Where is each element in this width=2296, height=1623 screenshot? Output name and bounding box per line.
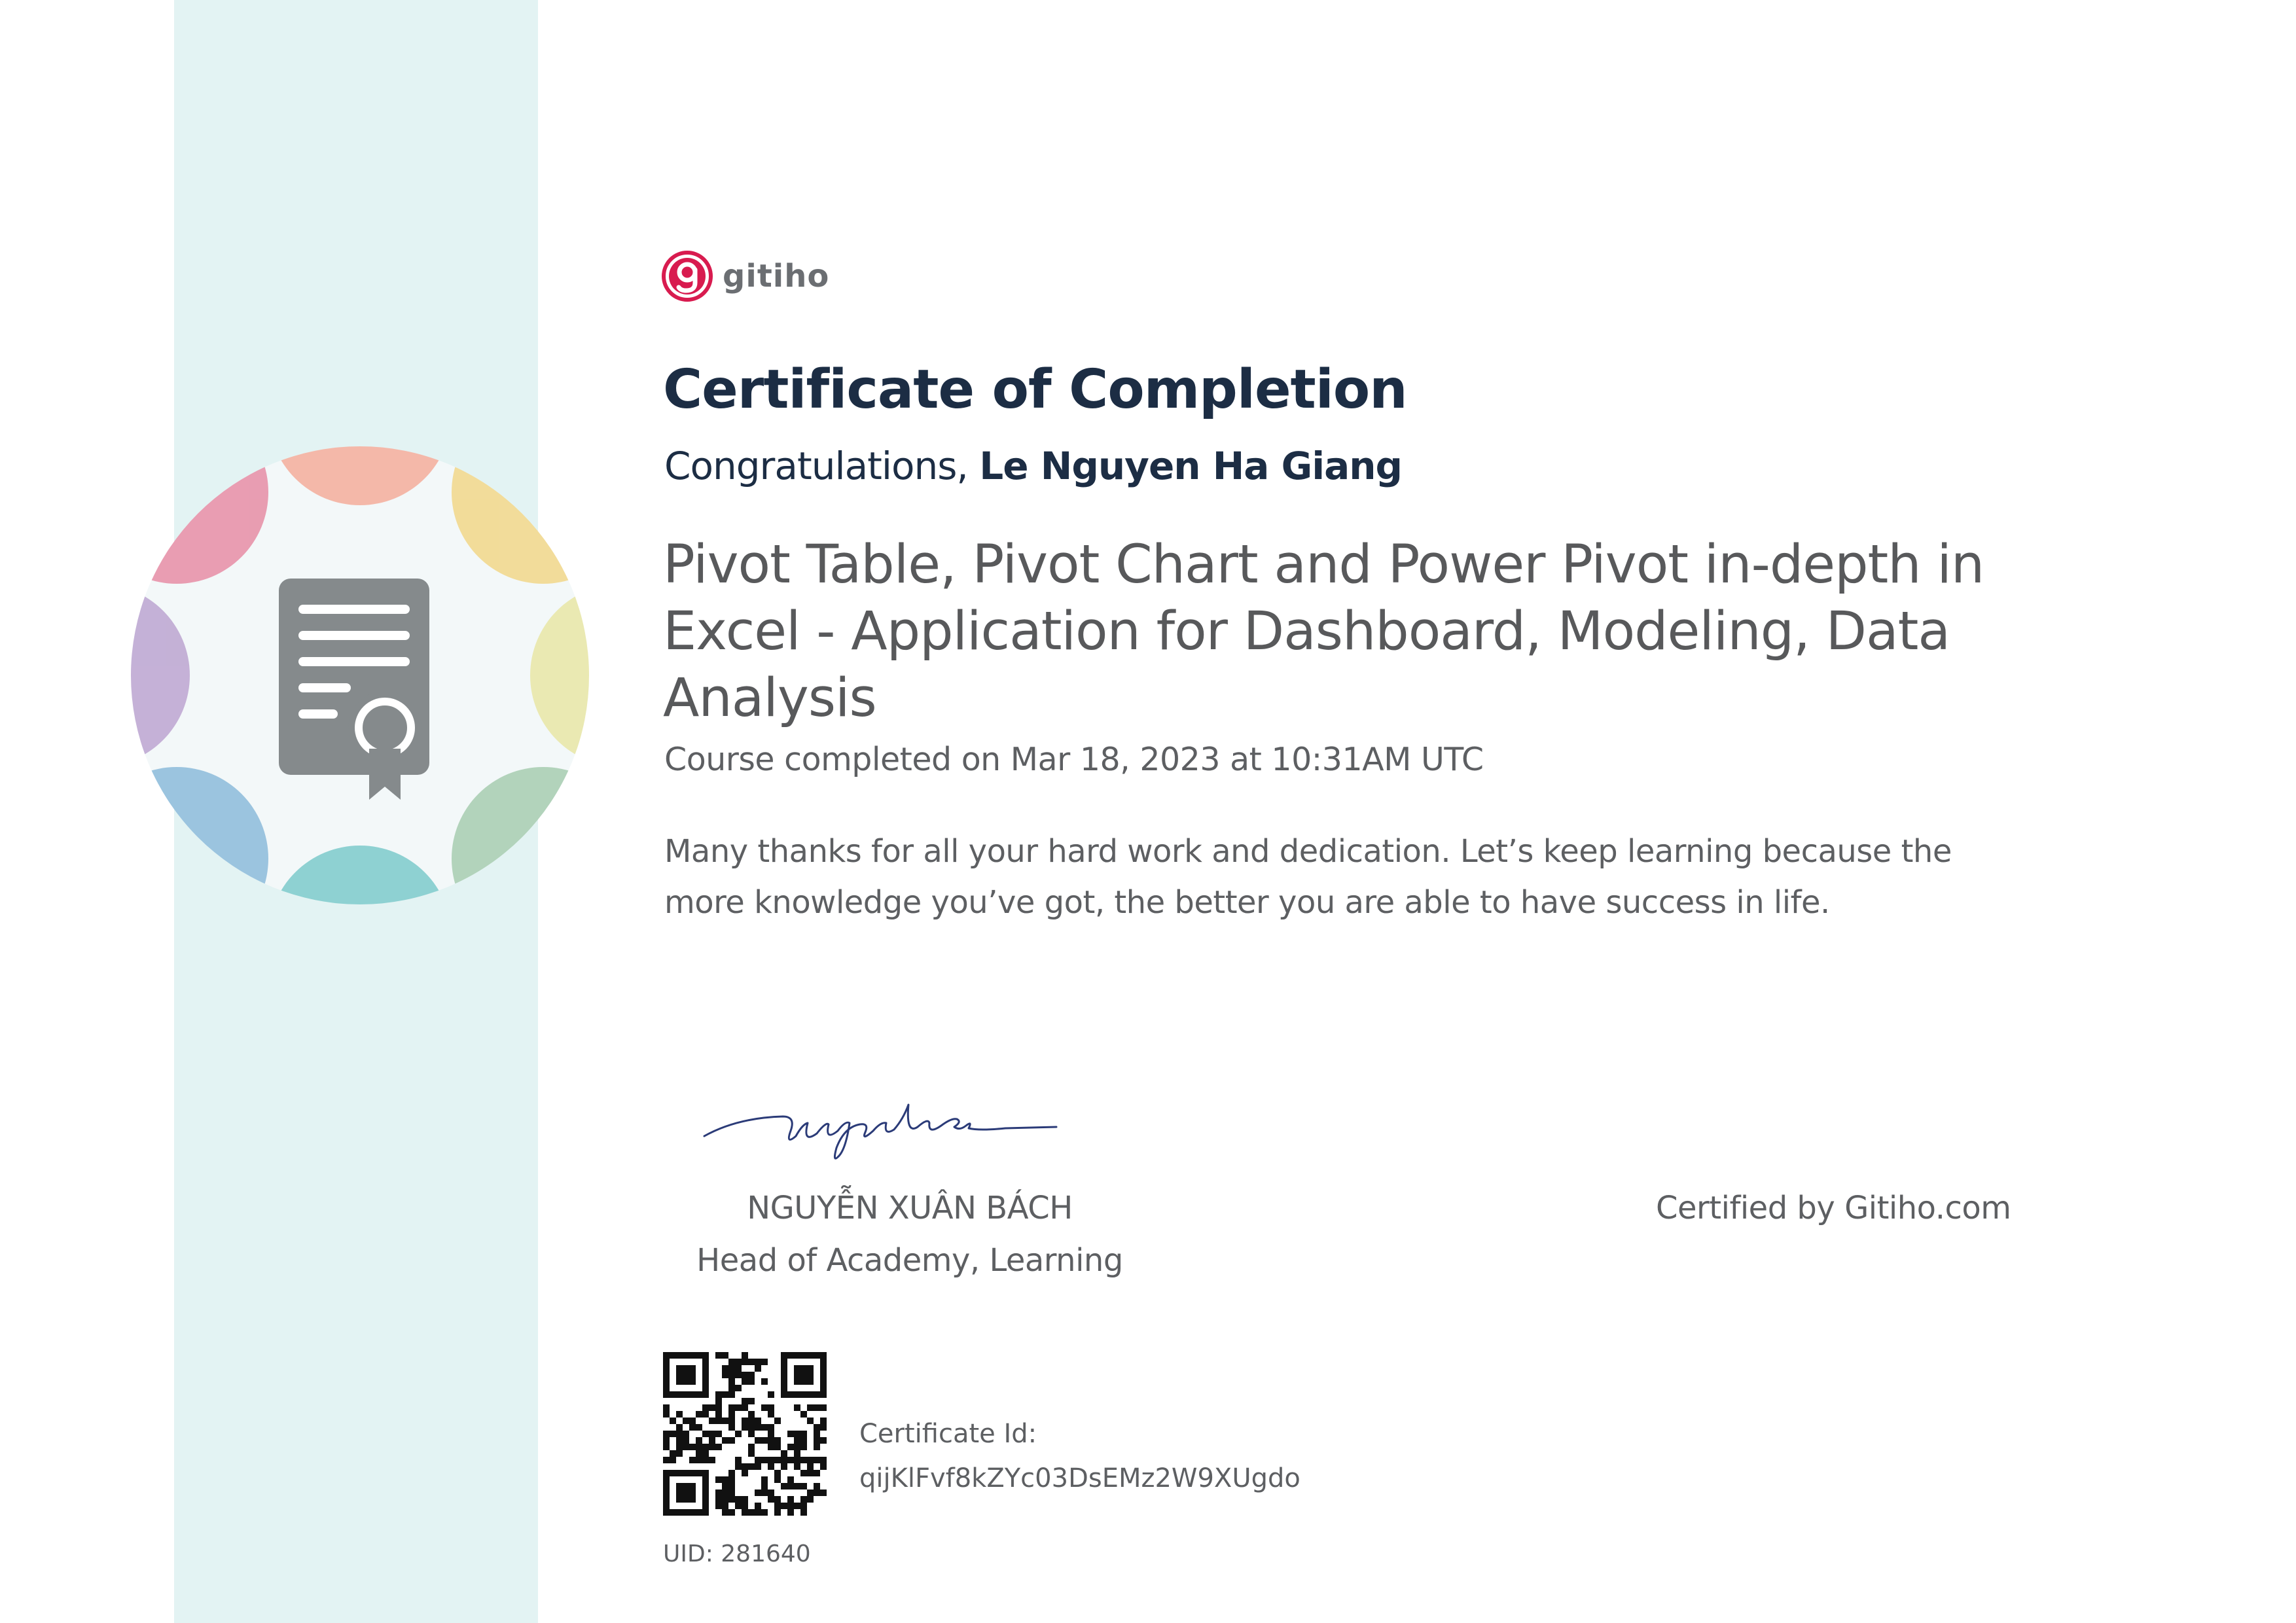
signer-title: Head of Academy, Learning — [696, 1242, 1123, 1279]
recipient-name: Le Nguyen Ha Giang — [979, 444, 1403, 488]
signature-image — [698, 1085, 1064, 1170]
gitiho-logo-icon — [661, 250, 713, 302]
logo-text: gitiho — [723, 258, 830, 294]
certified-by: Certified by Gitiho.com — [1656, 1190, 2011, 1226]
qr-code[interactable] — [663, 1352, 827, 1516]
gitiho-logo — [661, 247, 829, 305]
congratulations-prefix: Congratulations, — [664, 444, 980, 488]
qr-code-icon — [663, 1352, 827, 1516]
thank-you-message: Many thanks for all your hard work and dedication. Let’s keep learning because the more knowledge you’ve got, the better you are able to have success in life. — [664, 833, 1952, 921]
document-shape — [279, 579, 429, 800]
course-title: Pivot Table, Pivot Chart and Power Pivot in-depth in Excel - Application for Dashboard, Modeling, Data Analysis — [663, 534, 1984, 729]
certificate-id-label: Certificate Id: — [859, 1419, 1037, 1449]
certificate-title: Certificate of Completion — [663, 359, 1407, 421]
completion-date: Course completed on Mar 18, 2023 at 10:31AM UTC — [664, 741, 1484, 778]
congratulations-line — [664, 444, 1402, 488]
signer-name: NGUYỄN XUÂN BÁCH — [747, 1190, 1073, 1226]
certificate-medal — [124, 440, 596, 911]
certificate-document-icon — [124, 440, 596, 911]
certificate-id-value: qijKlFvf8kZYc03DsEMz2W9XUgdo — [859, 1463, 1300, 1493]
uid-label: UID: 281640 — [663, 1541, 811, 1567]
